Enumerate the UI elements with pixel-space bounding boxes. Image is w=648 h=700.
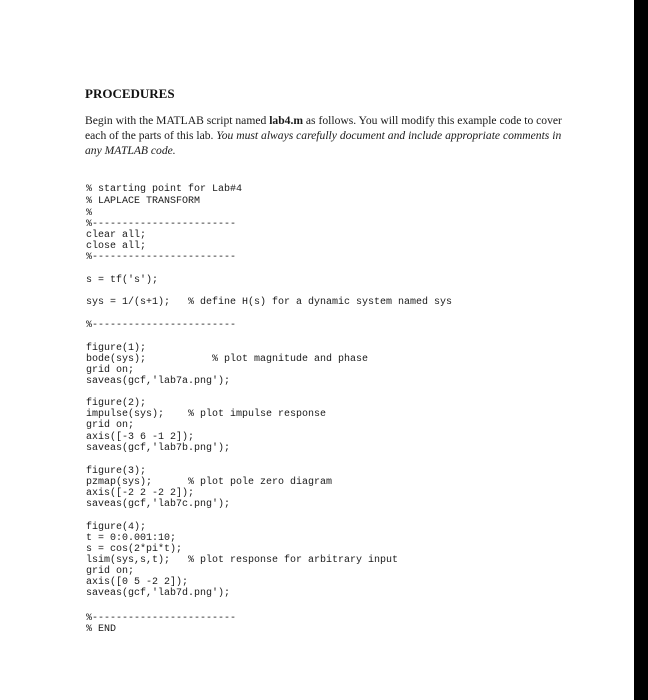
code-line: axis([-2 2 -2 2]); bbox=[86, 488, 195, 499]
code-line: s = tf('s'); bbox=[86, 275, 159, 286]
code-line: t = 0:0.001:10; bbox=[86, 533, 177, 544]
code-line: %------------------------ bbox=[86, 320, 237, 331]
intro-text-start: Begin with the MATLAB script named bbox=[85, 114, 270, 127]
code-line: saveas(gcf,'lab7a.png'); bbox=[86, 376, 231, 387]
code-line: close all; bbox=[86, 241, 147, 252]
intro-text-middle: as follows. You will modify this example code to cover each of the parts of this lab. bbox=[85, 114, 562, 142]
intro-emphasis: You must always carefully document and include appropriate comments in any MATLAB code. bbox=[85, 129, 562, 157]
code-line: grid on; bbox=[86, 420, 135, 431]
code-line: saveas(gcf,'lab7b.png'); bbox=[86, 443, 231, 454]
section-heading: PROCEDURES bbox=[85, 86, 175, 101]
code-line: % END bbox=[86, 624, 117, 635]
code-line: saveas(gcf,'lab7c.png'); bbox=[86, 499, 231, 510]
intro-paragraph bbox=[85, 113, 575, 158]
code-line: figure(3); bbox=[86, 466, 147, 477]
code-line: s = cos(2*pi*t); bbox=[86, 544, 183, 555]
code-line: %------------------------ bbox=[86, 252, 237, 263]
code-line: grid on; bbox=[86, 365, 135, 376]
code-line: figure(2); bbox=[86, 398, 147, 409]
code-line: %------------------------ bbox=[86, 613, 237, 624]
code-line: % LAPLACE TRANSFORM bbox=[86, 196, 201, 207]
code-line: sys = 1/(s+1); % define H(s) for a dynamic system named sys bbox=[86, 297, 453, 308]
code-line: % starting point for Lab#4 bbox=[86, 184, 243, 195]
code-line: axis([-3 6 -1 2]); bbox=[86, 432, 195, 443]
code-line: clear all; bbox=[86, 230, 147, 241]
script-filename: lab4.m bbox=[269, 114, 304, 127]
code-line: axis([0 5 -2 2]); bbox=[86, 577, 189, 588]
code-line: impulse(sys); % plot impulse response bbox=[86, 409, 327, 420]
code-line: %------------------------ bbox=[86, 219, 237, 230]
code-line: % bbox=[86, 208, 93, 219]
code-line: saveas(gcf,'lab7d.png'); bbox=[86, 588, 231, 599]
code-line: bode(sys); % plot magnitude and phase bbox=[86, 354, 369, 365]
code-line: lsim(sys,s,t); % plot response for arbitrary input bbox=[86, 555, 399, 566]
code-line: figure(4); bbox=[86, 522, 147, 533]
code-line: figure(1); bbox=[86, 343, 147, 354]
code-line: grid on; bbox=[86, 566, 135, 577]
code-line: pzmap(sys); % plot pole zero diagram bbox=[86, 477, 333, 488]
